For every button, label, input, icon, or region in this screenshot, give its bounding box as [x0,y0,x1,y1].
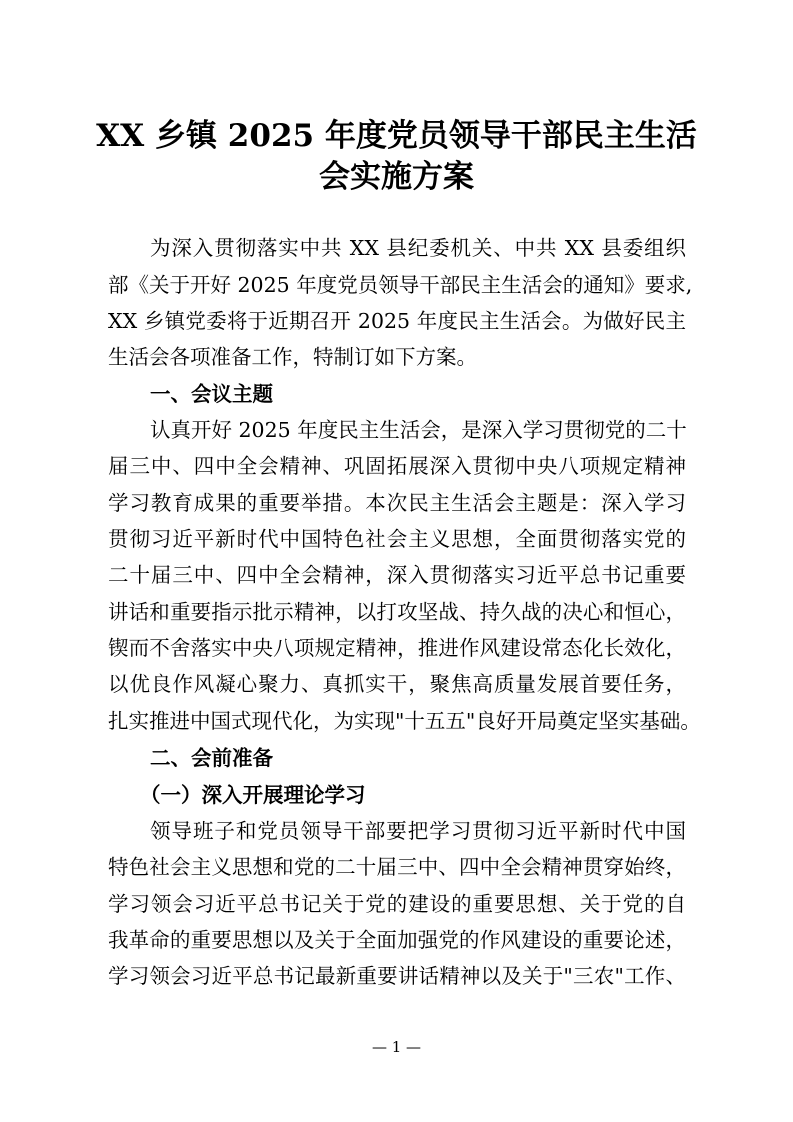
intro-line: 部《关于开好 2025 年度党员领导干部民主生活会的通知》要求, [108,273,693,297]
document-title-line-1: XX 乡镇 2025 年度党员领导干部民主生活 [96,118,697,154]
intro-line: XX 乡镇党委将于近期召开 2025 年度民主生活会。为做好民主 [108,309,686,333]
section2-line: 学习领会习近平总书记最新重要讲话精神以及关于"三农"工作、 [108,964,686,988]
section1-line: 扎实推进中国式现代化，为实现"十五五"良好开局奠定坚实基础。 [108,709,701,733]
section2-line: 我革命的重要思想以及关于全面加强党的作风建设的重要论述， [108,928,686,952]
section1-line: 讲话和重要指示批示精神，以打攻坚战、持久战的决心和恒心， [108,600,686,624]
intro-line: 为深入贯彻落实中共 XX 县纪委机关、中共 XX 县委组织 [150,236,686,260]
intro-line: 生活会各项准备工作，特制订如下方案。 [108,345,477,369]
page-number: — 1 — [371,1038,422,1056]
document-title-line-2: 会实施方案 [319,159,474,195]
section1-line: 贯彻习近平新时代中国特色社会主义思想，全面贯彻落实党的 [108,527,686,551]
section1-line: 锲而不舍落实中央八项规定精神，推进作风建设常态化长效化， [108,636,686,660]
section1-line: 学习教育成果的重要举措。本次民主生活会主题是：深入学习 [108,491,686,515]
section1-heading: 一、会议主题 [150,382,273,406]
section2-line: 领导班子和党员领导干部要把学习贯彻习近平新时代中国 [150,819,686,843]
section1-line: 届三中、四中全会精神、巩固拓展深入贯彻中央八项规定精神 [108,454,686,478]
section1-line: 以优良作风凝心聚力、真抓实干，聚焦高质量发展首要任务， [108,672,686,696]
section2-line: 特色社会主义思想和党的二十届三中、四中全会精神贯穿始终， [108,855,686,879]
section1-line: 二十届三中、四中全会精神，深入贯彻落实习近平总书记重要 [108,563,686,587]
section2-subheading: （一）深入开展理论学习 [140,783,366,807]
section2-line: 学习领会习近平总书记关于党的建设的重要思想、关于党的自 [108,892,686,916]
section2-heading: 二、会前准备 [150,746,273,770]
section1-line: 认真开好 2025 年度民主生活会，是深入学习贯彻党的二十 [150,418,687,442]
